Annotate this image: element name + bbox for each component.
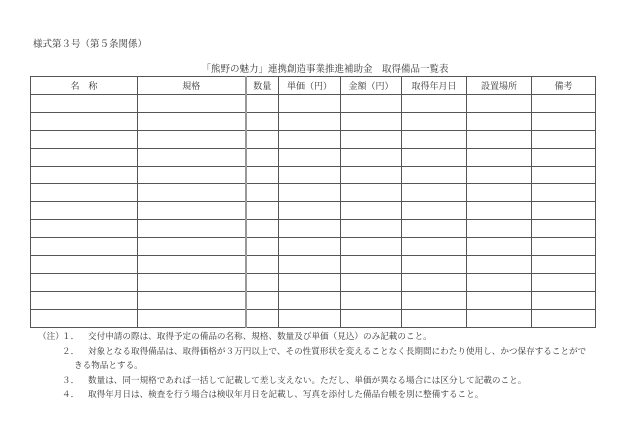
table-cell[interactable] (467, 148, 532, 166)
table-cell[interactable] (467, 309, 532, 327)
table-cell[interactable] (279, 166, 341, 184)
document-title: 「熊野の魅力」連携創造事業推進補助金 取得備品一覧表 (201, 64, 449, 75)
note-item (38, 374, 594, 389)
note-number: ４． (62, 390, 80, 400)
note-number: １． (62, 332, 80, 342)
table-cell[interactable] (467, 95, 532, 113)
table-header-row (31, 77, 596, 95)
table-cell[interactable] (138, 166, 246, 184)
table-cell[interactable] (246, 309, 279, 327)
table-cell[interactable] (246, 95, 279, 113)
table-cell[interactable] (341, 166, 402, 184)
table-cell[interactable] (467, 130, 532, 148)
table-cell[interactable] (532, 273, 596, 291)
table-cell[interactable] (532, 184, 596, 202)
table-cell[interactable] (279, 148, 341, 166)
table-cell[interactable] (138, 112, 246, 130)
table-cell[interactable] (532, 309, 596, 327)
table-cell[interactable] (138, 95, 246, 113)
notes-lead: （注） (38, 332, 64, 342)
table-cell[interactable] (246, 291, 279, 309)
header-spec: 規格 (138, 77, 246, 95)
header-unit-price: 単価（円） (279, 77, 341, 95)
table-cell[interactable] (402, 95, 467, 113)
table-row (31, 202, 596, 220)
header-quantity: 数量 (246, 77, 279, 95)
table-cell[interactable] (138, 291, 246, 309)
table-cell[interactable] (467, 112, 532, 130)
table-cell[interactable] (532, 256, 596, 274)
table-cell[interactable] (138, 309, 246, 327)
table-cell[interactable] (341, 309, 402, 327)
header-remarks: 備考 (532, 77, 596, 95)
form-number: 様式第３号（第５条関係） (33, 39, 148, 50)
table-row (31, 273, 596, 291)
equipment-table (30, 76, 596, 328)
note-number: ３． (62, 375, 80, 386)
table-cell[interactable] (138, 148, 246, 166)
table-cell[interactable] (341, 273, 402, 291)
table-cell[interactable] (402, 256, 467, 274)
table-cell[interactable] (402, 148, 467, 166)
table-row (31, 309, 596, 327)
table-row (31, 166, 596, 184)
table-cell[interactable] (467, 273, 532, 291)
table-cell[interactable] (138, 256, 246, 274)
table-cell[interactable] (31, 95, 138, 113)
table-cell[interactable] (341, 238, 402, 256)
table-cell[interactable] (532, 166, 596, 184)
table-row (31, 291, 596, 309)
table-cell[interactable] (532, 291, 596, 309)
table-cell[interactable] (246, 112, 279, 130)
table-row (31, 184, 596, 202)
table-cell[interactable] (138, 273, 246, 291)
table-cell[interactable] (138, 220, 246, 238)
table-cell[interactable] (31, 273, 138, 291)
table-cell[interactable] (467, 202, 532, 220)
table-cell[interactable] (246, 238, 279, 256)
table-cell[interactable] (279, 130, 341, 148)
table-cell[interactable] (341, 130, 402, 148)
table-cell[interactable] (246, 256, 279, 274)
table-cell[interactable] (246, 220, 279, 238)
table-cell[interactable] (402, 112, 467, 130)
table-cell[interactable] (532, 202, 596, 220)
table-cell[interactable] (467, 238, 532, 256)
table-cell[interactable] (138, 130, 246, 148)
header-acquisition-date: 取得年月日 (402, 77, 467, 95)
header-location: 設置場所 (467, 77, 532, 95)
table-cell[interactable] (532, 148, 596, 166)
table-cell[interactable] (31, 238, 138, 256)
table-cell[interactable] (341, 220, 402, 238)
table-cell[interactable] (31, 309, 138, 327)
table-cell[interactable] (341, 184, 402, 202)
table-cell[interactable] (31, 256, 138, 274)
table-cell[interactable] (279, 95, 341, 113)
notes (38, 330, 594, 403)
table-cell[interactable] (138, 184, 246, 202)
table-cell[interactable] (341, 112, 402, 130)
table-row (31, 112, 596, 130)
table-cell[interactable] (402, 130, 467, 148)
table-cell[interactable] (402, 166, 467, 184)
table-cell[interactable] (532, 238, 596, 256)
table-cell[interactable] (31, 291, 138, 309)
table-row (31, 256, 596, 274)
table-cell[interactable] (138, 238, 246, 256)
table-cell[interactable] (341, 256, 402, 274)
table-cell[interactable] (467, 184, 532, 202)
table-cell[interactable] (31, 184, 138, 202)
table-cell[interactable] (402, 309, 467, 327)
note-text: 数量は、同一規格であれば一括して記載して差し支えない。ただし、単価が異なる場合には区分して記載のこと。 (88, 375, 527, 386)
table-cell[interactable] (279, 112, 341, 130)
table-cell[interactable] (246, 166, 279, 184)
table-cell[interactable] (279, 238, 341, 256)
table-cell[interactable] (532, 95, 596, 113)
header-name: 名 称 (31, 77, 138, 95)
table-cell[interactable] (532, 220, 596, 238)
table-cell[interactable] (467, 256, 532, 274)
table-cell[interactable] (279, 202, 341, 220)
note-item (38, 330, 594, 345)
table-cell[interactable] (532, 130, 596, 148)
table-cell[interactable] (402, 202, 467, 220)
table-cell[interactable] (532, 112, 596, 130)
table-cell[interactable] (402, 273, 467, 291)
table-cell[interactable] (467, 166, 532, 184)
table-cell[interactable] (402, 184, 467, 202)
table-cell[interactable] (279, 184, 341, 202)
table-cell[interactable] (341, 148, 402, 166)
note-text: 交付申請の際は、取得予定の備品の名称、規格、数量及び単価（見込）のみ記載のこと。 (88, 332, 432, 342)
table-cell[interactable] (246, 130, 279, 148)
note-number: ２． (62, 346, 80, 357)
table-cell[interactable] (467, 291, 532, 309)
table-row (31, 95, 596, 113)
table-row (31, 238, 596, 256)
table-cell[interactable] (246, 184, 279, 202)
table-cell[interactable] (402, 291, 467, 309)
note-item (38, 345, 594, 374)
table-cell[interactable] (246, 273, 279, 291)
table-cell[interactable] (279, 291, 341, 309)
table-cell[interactable] (341, 291, 402, 309)
table-cell[interactable] (279, 220, 341, 238)
table-cell[interactable] (246, 202, 279, 220)
table-cell[interactable] (31, 112, 138, 130)
table-cell[interactable] (31, 220, 138, 238)
table-row (31, 148, 596, 166)
table-cell[interactable] (31, 130, 138, 148)
table-cell[interactable] (279, 273, 341, 291)
table-cell[interactable] (31, 202, 138, 220)
table-cell[interactable] (341, 95, 402, 113)
table-cell[interactable] (31, 166, 138, 184)
table-cell[interactable] (402, 238, 467, 256)
table-row (31, 220, 596, 238)
note-text: 対象となる取得備品は、取得価格が３万円以上で、その性質形状を変えることなく長期間にわたり使用し、かつ保存することができる物品とする。 (74, 346, 587, 371)
note-item (38, 388, 594, 403)
note-text: 取得年月日は、検査を行う場合は検収年月日を記載し、写真を添付した備品台帳を別に整備すること。 (88, 390, 484, 400)
table-cell[interactable] (402, 220, 467, 238)
table-cell[interactable] (341, 202, 402, 220)
table-cell[interactable] (246, 148, 279, 166)
header-amount: 金額（円） (341, 77, 402, 95)
table-cell[interactable] (279, 256, 341, 274)
table-cell[interactable] (31, 148, 138, 166)
table-cell[interactable] (279, 309, 341, 327)
table-cell[interactable] (467, 220, 532, 238)
table-row (31, 130, 596, 148)
table-cell[interactable] (138, 202, 246, 220)
